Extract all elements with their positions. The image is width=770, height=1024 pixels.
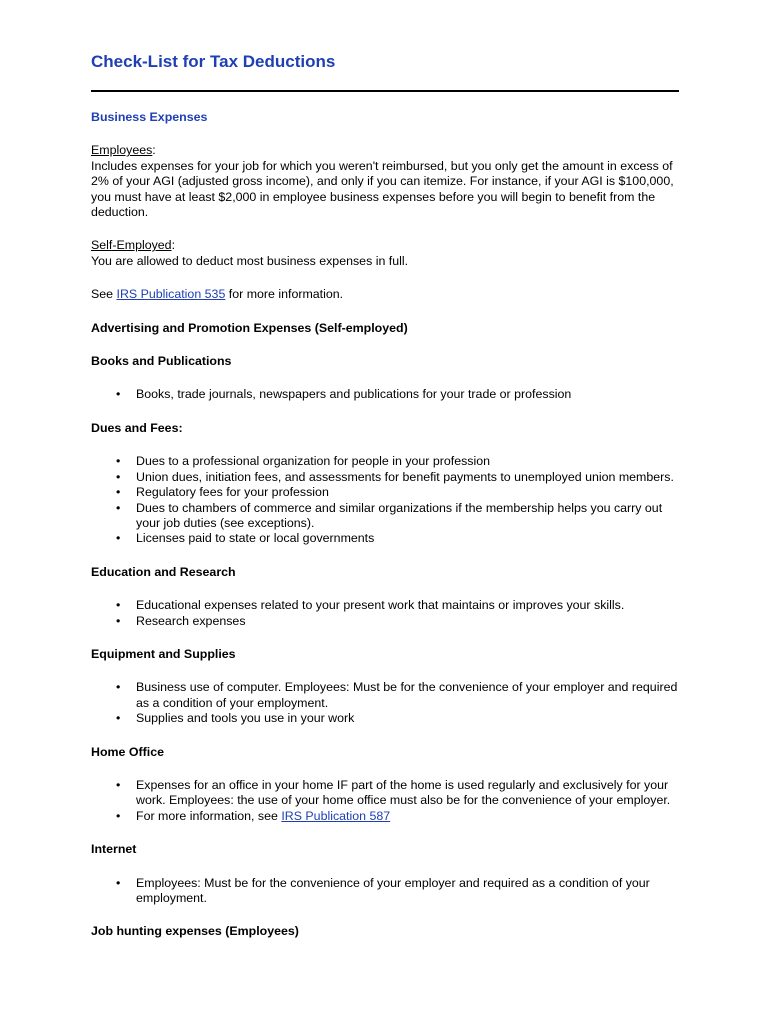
bullet-icon: • xyxy=(116,454,121,469)
section-heading-education: Education and Research xyxy=(91,564,236,579)
employees-text: Includes expenses for your job for which you weren't reimbursed, but you only get the amount in excess of 2% of your AGI (adjusted gross income), and only if you can itemize. For instance, if your AGI is $100,000, you must have at least $2,000 in employee business expenses before you will begin to benefit from the deduction. xyxy=(91,158,674,220)
section-heading-home-office: Home Office xyxy=(91,744,164,759)
bullet-icon: • xyxy=(116,531,121,546)
see-publication-paragraph xyxy=(91,287,683,302)
list-item: • Dues to chambers of commerce and similar organizations if the membership helps you carry out your job duties (see exceptions). xyxy=(116,500,663,530)
see-prefix: See xyxy=(91,287,117,302)
self-employed-text: You are allowed to deduct most business expenses in full. xyxy=(91,253,409,268)
list-item: • Research expenses xyxy=(116,613,246,628)
title-divider xyxy=(91,90,679,92)
page-title: Check-List for Tax Deductions xyxy=(91,52,336,71)
see-suffix: for more information. xyxy=(225,287,344,302)
list-item: • For more information, see IRS Publication 587 xyxy=(116,808,391,823)
irs-publication-535-link[interactable]: IRS Publication 535 xyxy=(116,287,226,302)
bullet-icon: • xyxy=(116,387,121,402)
bullet-icon: • xyxy=(116,485,121,500)
list-item: • Educational expenses related to your present work that maintains or improves your skills. xyxy=(116,598,625,613)
self-employed-paragraph: Self-Employed: You are allowed to deduct most business expenses in full. xyxy=(91,238,409,268)
list-item: • Dues to a professional organization for people in your profession xyxy=(116,454,491,469)
dues-list xyxy=(91,454,683,546)
home-office-list xyxy=(91,778,683,824)
irs-publication-587-link[interactable]: IRS Publication 587 xyxy=(281,808,391,823)
bullet-icon: • xyxy=(116,711,121,726)
employees-paragraph: Employees: Includes expenses for your job for which you weren't reimbursed, but you only get the amount in excess of 2% of your AGI (adjusted gross income), and only if you can itemize. For instance, if your AGI is $100,000, you must have at least $2,000 in employee business expenses before you will begin to benefit from the deduction. xyxy=(91,143,674,220)
bullet-icon: • xyxy=(116,469,121,484)
section-heading-advertising: Advertising and Promotion Expenses (Self-employed) xyxy=(91,320,408,335)
section-heading-job-hunting: Job hunting expenses (Employees) xyxy=(91,924,299,939)
education-list xyxy=(91,598,683,629)
list-item: • Union dues, initiation fees, and assessments for benefit payments to unemployed union members. xyxy=(116,469,674,484)
section-heading-business-expenses: Business Expenses xyxy=(91,110,208,124)
bullet-icon: • xyxy=(116,777,121,792)
list-item: • Licenses paid to state or local governments xyxy=(116,531,375,546)
bullet-icon: • xyxy=(116,500,121,515)
equipment-list xyxy=(91,680,683,726)
section-heading-books: Books and Publications xyxy=(91,354,232,369)
list-item: • Supplies and tools you use in your work xyxy=(116,711,355,726)
internet-list xyxy=(91,876,683,907)
section-heading-dues: Dues and Fees: xyxy=(91,420,183,435)
section-heading-equipment: Equipment and Supplies xyxy=(91,646,236,661)
list-item: • Books, trade journals, newspapers and publications for your trade or profession xyxy=(116,387,572,402)
bullet-icon: • xyxy=(116,875,121,890)
document-body xyxy=(91,110,683,958)
employees-label: Employees xyxy=(91,143,153,158)
section-heading-internet: Internet xyxy=(91,842,137,857)
bullet-icon: • xyxy=(116,598,121,613)
list-item: • Business use of computer. Employees: Must be for the convenience of your employer and required as a condition of your employment. xyxy=(116,680,678,710)
list-item: • Employees: Must be for the convenience of your employer and required as a condition of your employment. xyxy=(116,875,650,905)
books-list xyxy=(91,387,683,402)
self-employed-label: Self-Employed xyxy=(91,238,172,253)
list-item: • Regulatory fees for your profession xyxy=(116,485,329,500)
bullet-icon: • xyxy=(116,680,121,695)
bullet-icon: • xyxy=(116,808,121,823)
list-item: • Expenses for an office in your home IF part of the home is used regularly and exclusively for your work. Employees: the use of your home office must also be for the convenience of your employer. xyxy=(116,777,671,808)
bullet-icon: • xyxy=(116,613,121,628)
